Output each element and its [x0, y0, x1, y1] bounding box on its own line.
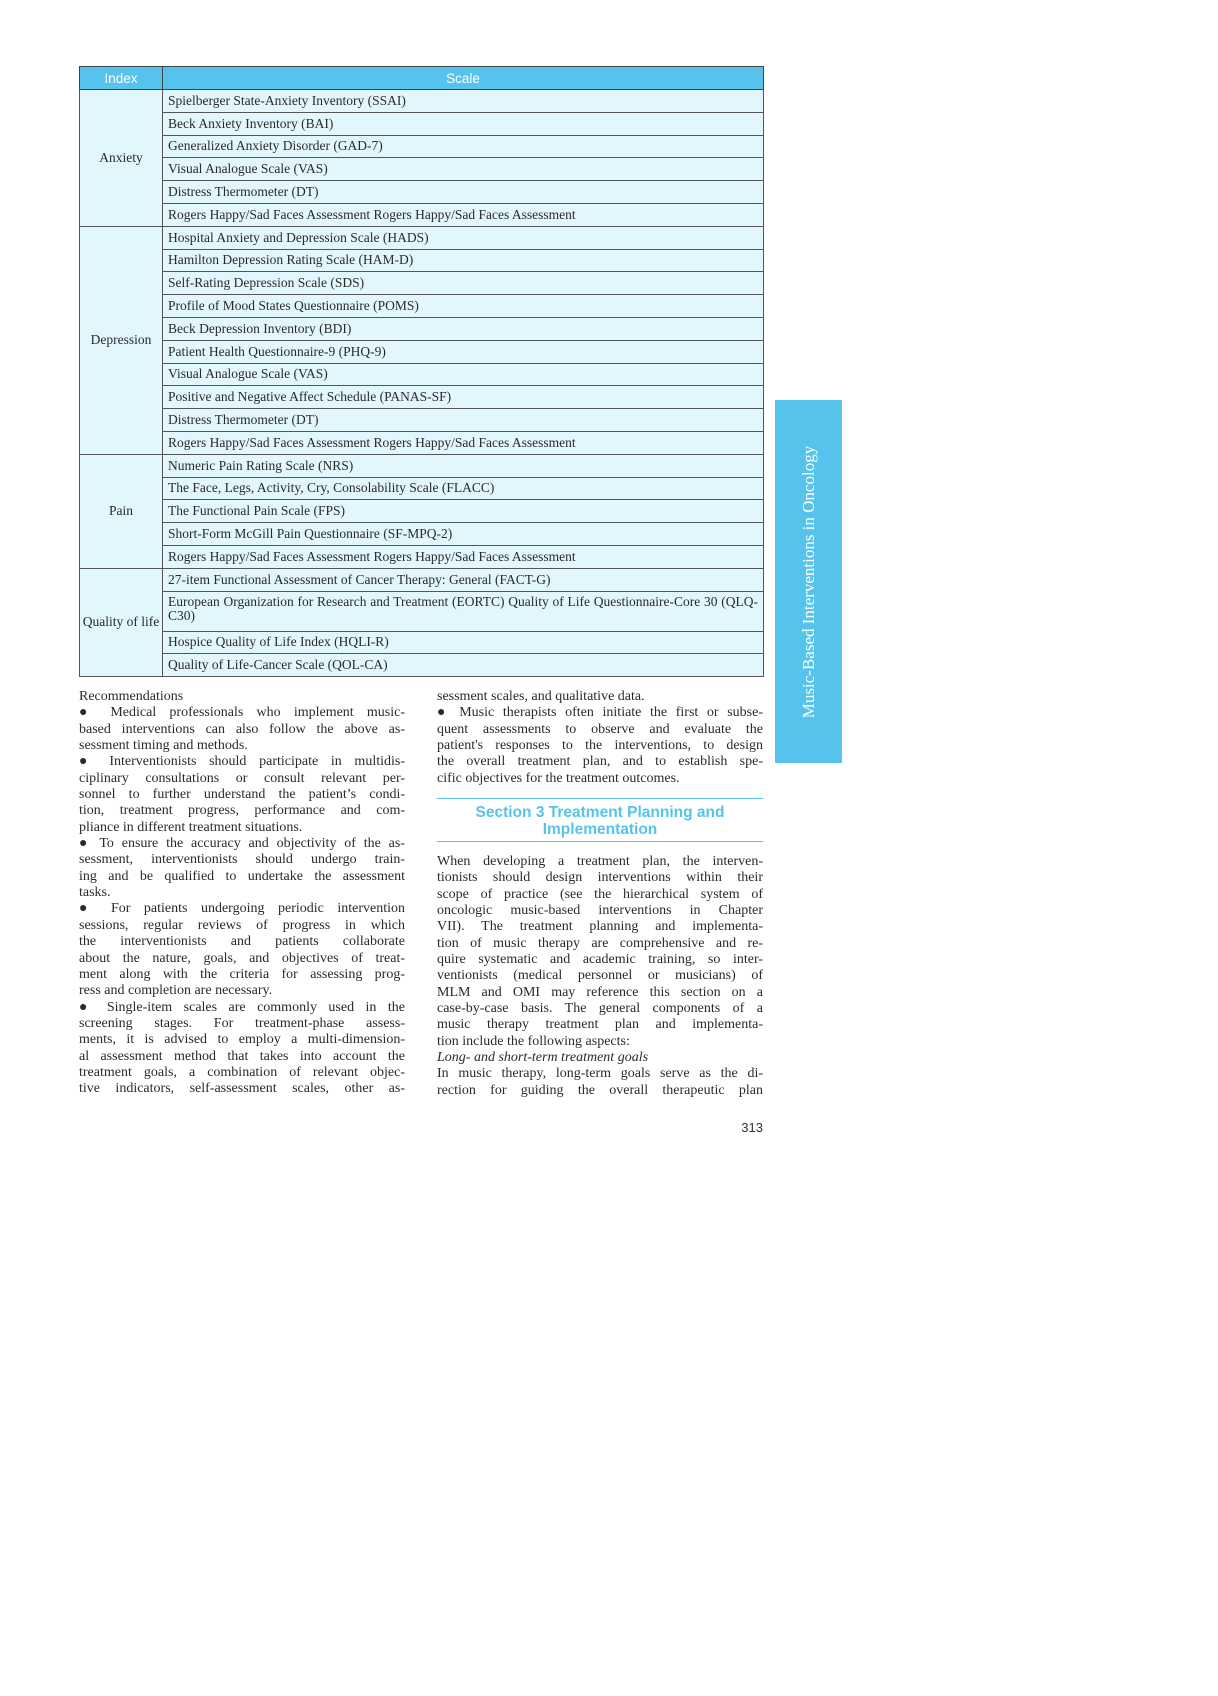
- text-line: ● Single-item scales are commonly used in the: [79, 999, 405, 1015]
- text-line: ventionists (medical personnel or musicians) of: [437, 968, 763, 984]
- text-line: sonnel to further understand the patient’s condi-: [79, 787, 405, 803]
- paragraph: [437, 689, 763, 705]
- scale-cell: Rogers Happy/Sad Faces Assessment Rogers Happy/Sad Faces Assessment: [163, 545, 764, 568]
- table-row: [80, 477, 764, 500]
- text-line: music therapy treatment plan and implementa-: [437, 1017, 763, 1033]
- scale-cell: The Face, Legs, Activity, Cry, Consolability Scale (FLACC): [163, 477, 764, 500]
- scale-cell: Profile of Mood States Questionnaire (POMS): [163, 295, 764, 318]
- scale-cell: European Organization for Research and Treatment (EORTC) Quality of Life Questionnaire-Core 30 (QLQ-C30): [163, 591, 764, 631]
- table-row: [80, 454, 764, 477]
- text-line: screening stages. For treatment-phase assess-: [79, 1015, 405, 1031]
- paragraph: [79, 1000, 405, 1098]
- text-line: Recommendations: [79, 689, 184, 704]
- scale-cell: Positive and Negative Affect Schedule (PANAS-SF): [163, 386, 764, 409]
- scale-cell: Numeric Pain Rating Scale (NRS): [163, 454, 764, 477]
- text-line: sessment timing and methods.: [79, 738, 248, 754]
- right-text-column-bottom: [437, 854, 763, 1099]
- scale-cell: Rogers Happy/Sad Faces Assessment Rogers Happy/Sad Faces Assessment: [163, 431, 764, 454]
- text-line: sessment scales, and qualitative data.: [437, 689, 645, 704]
- index-cell: Anxiety: [80, 90, 163, 227]
- paragraph: [79, 754, 405, 836]
- scale-cell: The Functional Pain Scale (FPS): [163, 500, 764, 523]
- table-row: [80, 591, 764, 631]
- scale-cell: Distress Thermometer (DT): [163, 181, 764, 204]
- scale-cell: Hospital Anxiety and Depression Scale (HADS): [163, 226, 764, 249]
- section-heading: [437, 798, 763, 842]
- text-line: sessment, interventionists should undergo train-: [79, 852, 405, 868]
- scale-cell: Patient Health Questionnaire-9 (PHQ-9): [163, 340, 764, 363]
- left-text-column: [79, 689, 405, 1098]
- table-row: [80, 409, 764, 432]
- text-line: based interventions can also follow the above as-: [79, 721, 405, 737]
- table-row: [80, 226, 764, 249]
- text-line: In music therapy, long-term goals serve as the di-: [437, 1066, 763, 1082]
- text-line: pliance in different treatment situations.: [79, 819, 303, 835]
- scale-cell: Spielberger State-Anxiety Inventory (SSAI): [163, 90, 764, 113]
- table-row: [80, 135, 764, 158]
- scale-cell: Rogers Happy/Sad Faces Assessment Rogers Happy/Sad Faces Assessment: [163, 203, 764, 226]
- table-row: [80, 386, 764, 409]
- index-cell: Quality of life: [80, 568, 163, 676]
- text-line: ● Interventionists should participate in multidis-: [79, 754, 405, 770]
- paragraph: [79, 689, 405, 705]
- paragraph: [79, 836, 405, 901]
- paragraph: [437, 705, 763, 787]
- text-line: about the nature, goals, and objectives of treat-: [79, 950, 405, 966]
- text-line: ● To ensure the accuracy and objectivity of the as-: [79, 836, 405, 852]
- paragraph: [437, 854, 763, 1050]
- paragraph: [437, 1050, 763, 1066]
- text-line: tion of music therapy are comprehensive and re-: [437, 935, 763, 951]
- scale-cell: Self-Rating Depression Scale (SDS): [163, 272, 764, 295]
- text-line: VII). The treatment planning and implementa-: [437, 919, 763, 935]
- chapter-side-tab: [775, 400, 842, 763]
- text-line: ● Medical professionals who implement music-: [79, 705, 405, 721]
- table-row: [80, 523, 764, 546]
- text-line: ment along with the criteria for assessing prog-: [79, 966, 405, 982]
- text-line: tasks.: [79, 885, 111, 901]
- section-heading-line1: Section 3 Treatment Planning and: [475, 804, 725, 821]
- assessment-scales-table: [79, 66, 764, 677]
- table-row: [80, 112, 764, 135]
- text-line: tive indicators, self-assessment scales, other as-: [79, 1081, 405, 1097]
- text-line: treatment goals, a combination of relevant objec-: [79, 1064, 405, 1080]
- text-line: the overall treatment plan, and to establish spe-: [437, 754, 763, 770]
- text-line: tion, treatment progress, performance and com-: [79, 803, 405, 819]
- table-row: [80, 90, 764, 113]
- text-line: al assessment method that takes into account the: [79, 1048, 405, 1064]
- index-cell: Depression: [80, 226, 163, 454]
- paragraph: [79, 705, 405, 754]
- text-line: patient's responses to the interventions, to design: [437, 738, 763, 754]
- scale-cell: Hamilton Depression Rating Scale (HAM-D): [163, 249, 764, 272]
- table-row: [80, 654, 764, 677]
- table-row: [80, 249, 764, 272]
- text-line: ciplinary consultations or consult relevant per-: [79, 770, 405, 786]
- header-scale: Scale: [163, 67, 764, 90]
- text-line: scope of practice (see the hierarchical system of: [437, 886, 763, 902]
- scale-cell: Visual Analogue Scale (VAS): [163, 363, 764, 386]
- text-line: tion include the following aspects:: [437, 1033, 630, 1049]
- text-line: Long- and short-term treatment goals: [437, 1050, 649, 1066]
- table-row: [80, 317, 764, 340]
- table-row: [80, 181, 764, 204]
- text-line: oncologic music-based interventions in Chapter: [437, 903, 763, 919]
- paragraph: [79, 901, 405, 999]
- text-line: case-by-case basis. The general components of a: [437, 1001, 763, 1017]
- table-row: [80, 363, 764, 386]
- text-line: cific objectives for the treatment outcomes.: [437, 770, 680, 786]
- text-line: MLM and OMI may reference this section on a: [437, 984, 763, 1000]
- table-row: [80, 568, 764, 591]
- text-line: tionists should design interventions within their: [437, 870, 763, 886]
- text-line: ● For patients undergoing periodic intervention: [79, 901, 405, 917]
- text-line: ments, it is advised to employ a multi-dimension-: [79, 1032, 405, 1048]
- table-row: [80, 545, 764, 568]
- header-index: Index: [80, 67, 163, 90]
- table-row: [80, 203, 764, 226]
- text-line: ing and be qualified to undertake the assessment: [79, 868, 405, 884]
- table-row: [80, 272, 764, 295]
- scale-cell: Beck Depression Inventory (BDI): [163, 317, 764, 340]
- scale-cell: Generalized Anxiety Disorder (GAD-7): [163, 135, 764, 158]
- text-line: When developing a treatment plan, the interven-: [437, 854, 763, 869]
- text-line: quire systematic and academic training, so inter-: [437, 952, 763, 968]
- text-line: quent assessments to observe and evaluate the: [437, 721, 763, 737]
- scale-cell: Beck Anxiety Inventory (BAI): [163, 112, 764, 135]
- table-row: [80, 431, 764, 454]
- scale-cell: 27-item Functional Assessment of Cancer Therapy: General (FACT-G): [163, 568, 764, 591]
- scale-cell: Hospice Quality of Life Index (HQLI-R): [163, 631, 764, 654]
- text-line: sessions, regular reviews of progress in which: [79, 917, 405, 933]
- scale-cell: Distress Thermometer (DT): [163, 409, 764, 432]
- table-row: [80, 340, 764, 363]
- text-line: the interventionists and patients collaborate: [79, 934, 405, 950]
- text-line: rection for guiding the overall therapeutic plan: [437, 1082, 763, 1098]
- table-row: [80, 631, 764, 654]
- right-text-column-top: [437, 689, 763, 787]
- table-row: [80, 295, 764, 318]
- table-row: [80, 158, 764, 181]
- section-heading-line2: Implementation: [542, 821, 658, 838]
- paragraph: [437, 1066, 763, 1099]
- text-line: ress and completion are necessary.: [79, 983, 273, 999]
- chapter-side-tab-label: Music-Based Interventions in Oncology: [798, 445, 818, 718]
- table-row: [80, 500, 764, 523]
- text-line: ● Music therapists often initiate the first or subse-: [437, 705, 763, 721]
- page-number: 313: [741, 1120, 763, 1135]
- scale-cell: Visual Analogue Scale (VAS): [163, 158, 764, 181]
- scale-cell: Quality of Life-Cancer Scale (QOL-CA): [163, 654, 764, 677]
- index-cell: Pain: [80, 454, 163, 568]
- scale-cell: Short-Form McGill Pain Questionnaire (SF-MPQ-2): [163, 523, 764, 546]
- table-header-row: [80, 67, 764, 90]
